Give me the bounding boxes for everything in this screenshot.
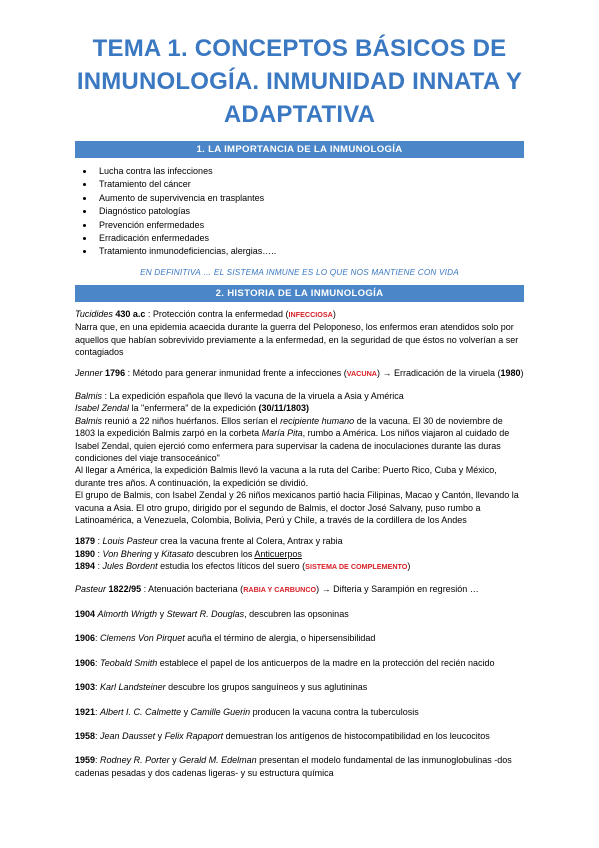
author-name: Almorth Wrigth [97,608,158,619]
jenner-entry [75,367,524,380]
author-name: Clemens Von Pirquet [100,633,185,644]
author-name: Pasteur [75,583,107,594]
author-name: Camille Guerin [190,706,251,717]
entry-year: 1959 [75,755,96,766]
author-name: Albert I. C. Calmette [100,706,182,717]
entry-year: 1906 [75,657,96,668]
milestone-1879: 1879 : Louis Pasteur crea la vacuna frente al Colera, Antrax y rabia [75,536,343,547]
list-item: • Tratamiento del cáncer [95,178,524,191]
entry-text: : Método para generar inmunidad frente a infecciones ( [127,368,347,379]
tag-label: RABIA Y CARBUNCO [243,584,317,594]
entry-year: 1894 [75,561,96,572]
milestone-item: 1959: Rodney R. Porter y Gerald M. Edelman presentan el modelo fundamental de las inmunoglobulinas -dos cadenas pesadas y dos cadenas ligeras- y su estructura química [75,755,512,778]
entry-text: y [155,731,165,741]
entry-year: 1903 [75,682,96,693]
entry-text: y [169,755,180,766]
milestone-item: 1903: Karl Landsteiner descubre los grupos sanguíneos y sus aglutininas [75,682,368,693]
author-name: Von Bhering [102,548,152,559]
author-name: Isabel Zendal [75,403,130,414]
list-item: • Diagnóstico patologías [95,205,524,218]
author-name: Stewart R. Douglas [166,608,245,619]
tucidides-entry [75,308,524,321]
balmis-paragraph-1 [75,415,524,465]
balmis-paragraph-2: Al llegar a América, la expedición Balmis llevó la vacuna a la ruta del Caribe: Puerto Rico, Cuba y México, durante tres años. A continuación, la expedición se dividió. [75,465,497,488]
milestone-item: 1921: Albert I. C. Calmette y Camille Guerin producen la vacuna contra la tuberculosis [75,706,419,717]
entry-text: , descubren las opsoninas [244,608,349,619]
entry-text: , rumbo a América. Los niños viajaron al cuidado de Isabel Zendal, quien ejerció como enfermera para supervisar la cadena de inoculaciones durante las duras condiciones del viaje transoceánico" [75,428,510,463]
pasteur-entry [75,583,524,596]
underlined-term: Anticuerpos [254,548,302,559]
author-name: Jenner [75,368,103,379]
author-name: Jean Dausset [100,731,156,741]
author-name: Karl Landsteiner [100,682,166,693]
milestone-1894: 1894 : Jules Bordent estudia los efectos líticos del suero (SISTEMA DE COMPLEMENTO) [75,561,411,572]
section-heading-history: 2. HISTORIA DE LA INMUNOLOGÍA [75,285,524,302]
entry-year: 1958 [75,731,96,741]
author-name: Tucidides [75,308,113,319]
entry-year: 1890 [75,548,96,559]
list-item: • Erradicación enfermedades [95,232,524,245]
entry-text: descubren los [193,548,255,559]
author-name: Teobald Smith [100,657,158,668]
milestone-list [75,608,524,779]
entry-text: establece el papel de los anticuerpos de la madre en la protección del recién nacido [157,657,495,668]
tag-label: VACUNA [346,369,377,379]
importance-list [75,165,524,259]
milestone-item: 1906: Clemens Von Pirquet acuña el término de alergia, o hipersensibilidad [75,633,376,644]
author-name: Balmis [75,390,103,401]
balmis-paragraph-3: El grupo de Balmis, con Isabel Zendal y 26 niños mexicanos partió hacia Filipinas, Macao y Cantón, llevando la vacuna a Asia. El otro grupo, dirigido por el segundo de Balmis, el doctor José Salvany, puso rumbo a Latinoamérica, a Venezuela, Colombia, Bolivia, Perú y Chile, a través de la cordillera de los Andes [75,490,519,525]
entry-text: y [151,548,162,559]
balmis-entry [75,390,524,402]
entry-year: 1921 [75,706,96,717]
author-name: Louis Pasteur [102,536,158,547]
entry-text: producen la vacuna contra la tuberculosis [250,706,419,717]
list-item: • Tratamiento inmunodeficiencias, alergias….. [95,245,524,258]
entry-text: acuña el término de alergia, o hipersensibilidad [184,633,376,644]
author-name: Felix Rapaport [164,731,224,741]
entry-text: descubre los grupos sanguíneos y sus aglutininas [165,682,368,693]
author-name: Gerald M. Edelman [179,755,257,766]
entry-date: 1796 [105,368,126,379]
entry-text: demuestran los antígenos de histocompatibilidad en los leucocitos [223,731,490,741]
entry-year: 1904 [75,608,96,619]
entry-text: y [157,608,167,619]
entry-year: 1906 [75,633,96,644]
list-item: • Lucha contra las infecciones [95,165,524,178]
entry-text: : Protección contra la enfermedad ( [147,308,289,319]
conclusion-text: EN DEFINITIVA … EL SISTEMA INMUNE ES LO QUE NOS MANTIENE CON VIDA [140,267,459,277]
milestone-item [75,608,524,620]
entry-text: ) [407,561,411,572]
author-name: Rodney R. Porter [100,755,170,766]
entry-text: ) → Difteria y Sarampión en regresión … [316,583,479,594]
entry-date: 1822/95 [108,583,142,594]
entry-text: : Atenuación bacteriana ( [143,583,244,594]
entry-text: ) [520,368,524,379]
entry-year: 1879 [75,536,96,547]
entry-date: (30/11/1803) [258,403,310,414]
tag-label: SISTEMA DE COMPLEMENTO [305,562,408,572]
entry-year: 1980 [500,368,521,379]
list-item: • Aumento de supervivencia en trasplantes [95,192,524,205]
author-name: Balmis [75,415,103,426]
ship-name: María Pita [261,428,303,439]
entry-text: ) → Erradicación de la viruela ( [376,368,501,379]
entry-text: ) [332,308,336,319]
author-name: Kitasato [161,548,194,559]
document-title: TEMA 1. CONCEPTOS BÁSICOS DE INMUNOLOGÍA. INMUNIDAD INNATA Y ADAPTATIVA [76,35,523,128]
entry-text: y [181,706,191,717]
entry-text: crea la vacuna frente al Colera, Antrax y rabia [157,536,343,547]
emphasis-text: recipiente humano [280,415,355,426]
tucidides-body: Narra que, en una epidemia acaecida durante la guerra del Peloponeso, los enfermos eran atendidos solo por aquellos que habían sobrevivido previamente a la enfermedad, en la seguridad de que éstos no volverían a ser contagiados [75,322,519,358]
entry-text: la "enfermera" de la expedición [129,403,259,414]
entry-text: presentan el modelo fundamental de las inmunoglobulinas -dos cadenas pesadas y dos cadenas ligeras- y su estructura química [75,755,512,778]
entry-text: de la vacuna. El 30 de noviembre de 1803 la expedición Balmis zarpó en la corbeta [75,415,503,439]
list-item: • Prevención enfermedades [95,219,524,232]
zendal-entry [75,402,524,414]
author-name: Jules Bordent [102,561,158,572]
milestone-item: 1958: Jean Dausset y Felix Rapaport demuestran los antígenos de histocompatibilidad en los leucocitos [75,731,490,741]
entry-text: reunió a 22 niños huérfanos. Ellos serían el [102,415,281,426]
entry-text: : La expedición española que llevó la vacuna de la viruela a Asia y América [104,390,404,401]
milestone-1890: 1890 : Von Bhering y Kitasato descubren los Anticuerpos [75,548,302,559]
tag-label: INFECCIOSA [288,309,333,319]
milestone-item: 1906: Teobald Smith establece el papel de los anticuerpos de la madre en la protección del recién nacido [75,657,495,668]
entry-date: 430 a.c [115,308,146,319]
entry-text: estudia los efectos líticos del suero ( [157,561,306,572]
section-heading-importance: 1. LA IMPORTANCIA DE LA INMUNOLOGÍA [75,141,524,158]
